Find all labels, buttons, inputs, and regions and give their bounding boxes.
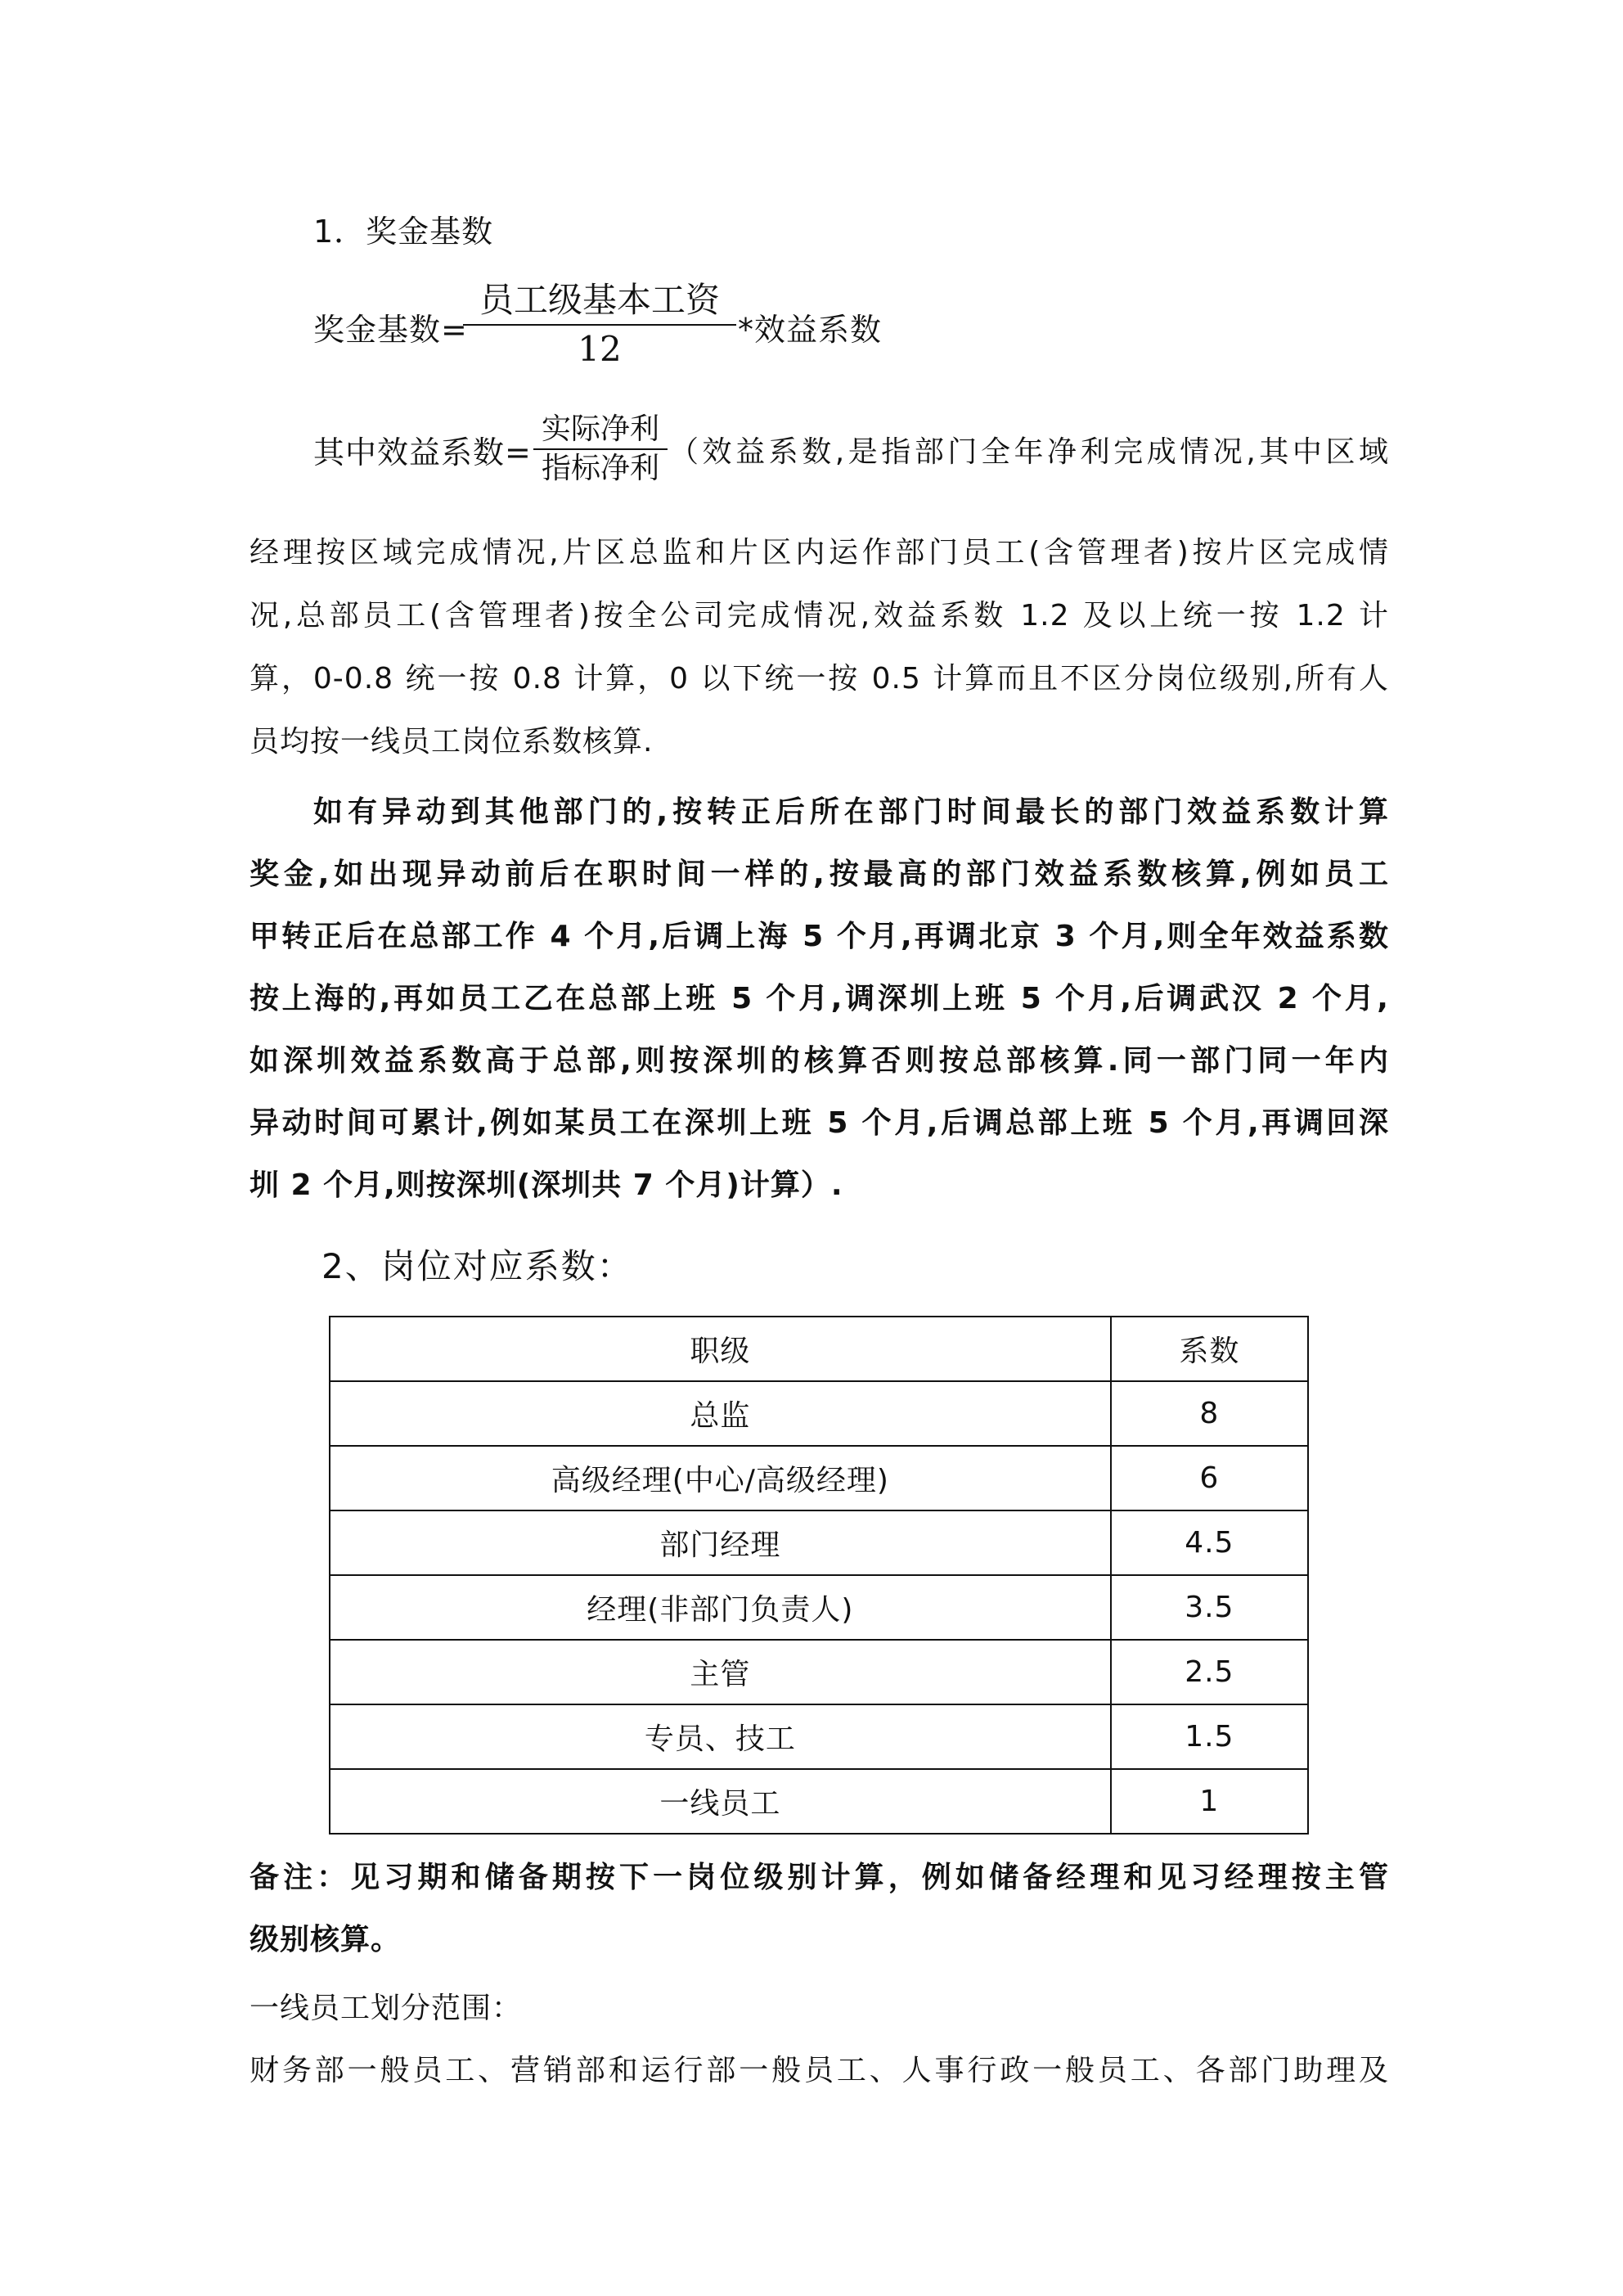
table-cell: 1.5: [1111, 1704, 1308, 1769]
paragraph-1-line-2: 况,总部员工(含管理者)按全公司完成情况,效益系数 1.2 及以上统一按 1.2 计: [250, 599, 1389, 633]
paragraph-2-line-1: 如有异动到其他部门的,按转正后所在部门时间最长的部门效益系数计算: [313, 795, 1389, 829]
table-row: [330, 1575, 1308, 1640]
note-line-2: 级别核算。: [250, 1923, 402, 1956]
paragraph-1-line-4: 员均按一线员工岗位系数核算.: [250, 725, 654, 759]
paragraph-2-line-2: 奖金,如出现异动前后在职时间一样的,按最高的部门效益系数核算,例如员工: [250, 858, 1389, 891]
table-cell: 部门经理: [330, 1510, 1111, 1575]
table-row: [330, 1446, 1308, 1510]
table-cell: 1: [1111, 1769, 1308, 1834]
paragraph-1-line-3: 算，0-0.8 统一按 0.8 计算，0 以下统一按 0.5 计算而且不区分岗位级别,所有人: [250, 662, 1389, 696]
formula-1-lhs: 奖金基数=: [313, 312, 468, 348]
formula-1-denominator: 12: [578, 329, 622, 369]
table-cell: 3.5: [1111, 1575, 1308, 1640]
table-cell: 经理(非部门负责人): [330, 1575, 1111, 1640]
paragraph-2-line-5: 如深圳效益系数高于总部,则按深圳的核算否则按总部核算.同一部门同一年内: [250, 1044, 1389, 1078]
table-row: [330, 1381, 1308, 1446]
formula-1-rhs: *效益系数: [738, 312, 883, 348]
table-cell: 6: [1111, 1446, 1308, 1510]
table-header-cell: 系数: [1111, 1317, 1308, 1381]
table-cell: 一线员工: [330, 1769, 1111, 1834]
table-row: [330, 1769, 1308, 1834]
table-row: [330, 1704, 1308, 1769]
table-cell: 4.5: [1111, 1510, 1308, 1575]
table-cell: 主管: [330, 1640, 1111, 1704]
table-header-row: [330, 1317, 1308, 1381]
paragraph-2-line-7: 圳 2 个月,则按深圳(深圳共 7 个月)计算）.: [250, 1168, 843, 1202]
formula-1-fraction: [463, 277, 736, 373]
paragraph-2-line-3: 甲转正后在总部工作 4 个月,后调上海 5 个月,再调北京 3 个月,则全年效益系数: [250, 920, 1389, 953]
paragraph-2-line-4: 按上海的,再如员工乙在总部上班 5 个月,调深圳上班 5 个月,后调武汉 2 个月,: [250, 982, 1389, 1015]
scope-title: 一线员工划分范围：: [250, 1992, 523, 2025]
formula-1-numerator: 员工级基本工资: [479, 280, 720, 320]
table-cell: 专员、技工: [330, 1704, 1111, 1769]
formula-2-fraction: [533, 411, 668, 488]
table-row: [330, 1640, 1308, 1704]
section-1-heading: 1．奖金基数: [313, 214, 494, 250]
table-row: [330, 1510, 1308, 1575]
table-cell: 高级经理(中心/高级经理): [330, 1446, 1111, 1510]
paragraph-1-line-1: 经理按区域完成情况,片区总监和片区内运作部门员工(含管理者)按片区完成情: [250, 536, 1389, 569]
formula-2-numerator: 实际净利: [541, 412, 659, 446]
formula-2-denominator: 指标净利: [541, 452, 659, 485]
section-2-heading: 2、岗位对应系数：: [321, 1246, 633, 1286]
formula-2-rhs: （效益系数,是指部门全年净利完成情况,其中区域: [669, 435, 1389, 469]
table-cell: 8: [1111, 1381, 1308, 1446]
table-header-cell: 职级: [330, 1317, 1111, 1381]
formula-2-lhs: 其中效益系数=: [313, 434, 532, 470]
table-cell: 总监: [330, 1381, 1111, 1446]
paragraph-2-line-6: 异动时间可累计,例如某员工在深圳上班 5 个月,后调总部上班 5 个月,再调回深: [250, 1106, 1389, 1140]
note-line-1: 备注：见习期和储备期按下一岗位级别计算，例如储备经理和见习经理按主管: [250, 1861, 1389, 1894]
scope-line: 财务部一般员工、营销部和运行部一般员工、人事行政一般员工、各部门助理及: [250, 2054, 1389, 2087]
coefficient-table: [329, 1316, 1309, 1835]
table-cell: 2.5: [1111, 1640, 1308, 1704]
